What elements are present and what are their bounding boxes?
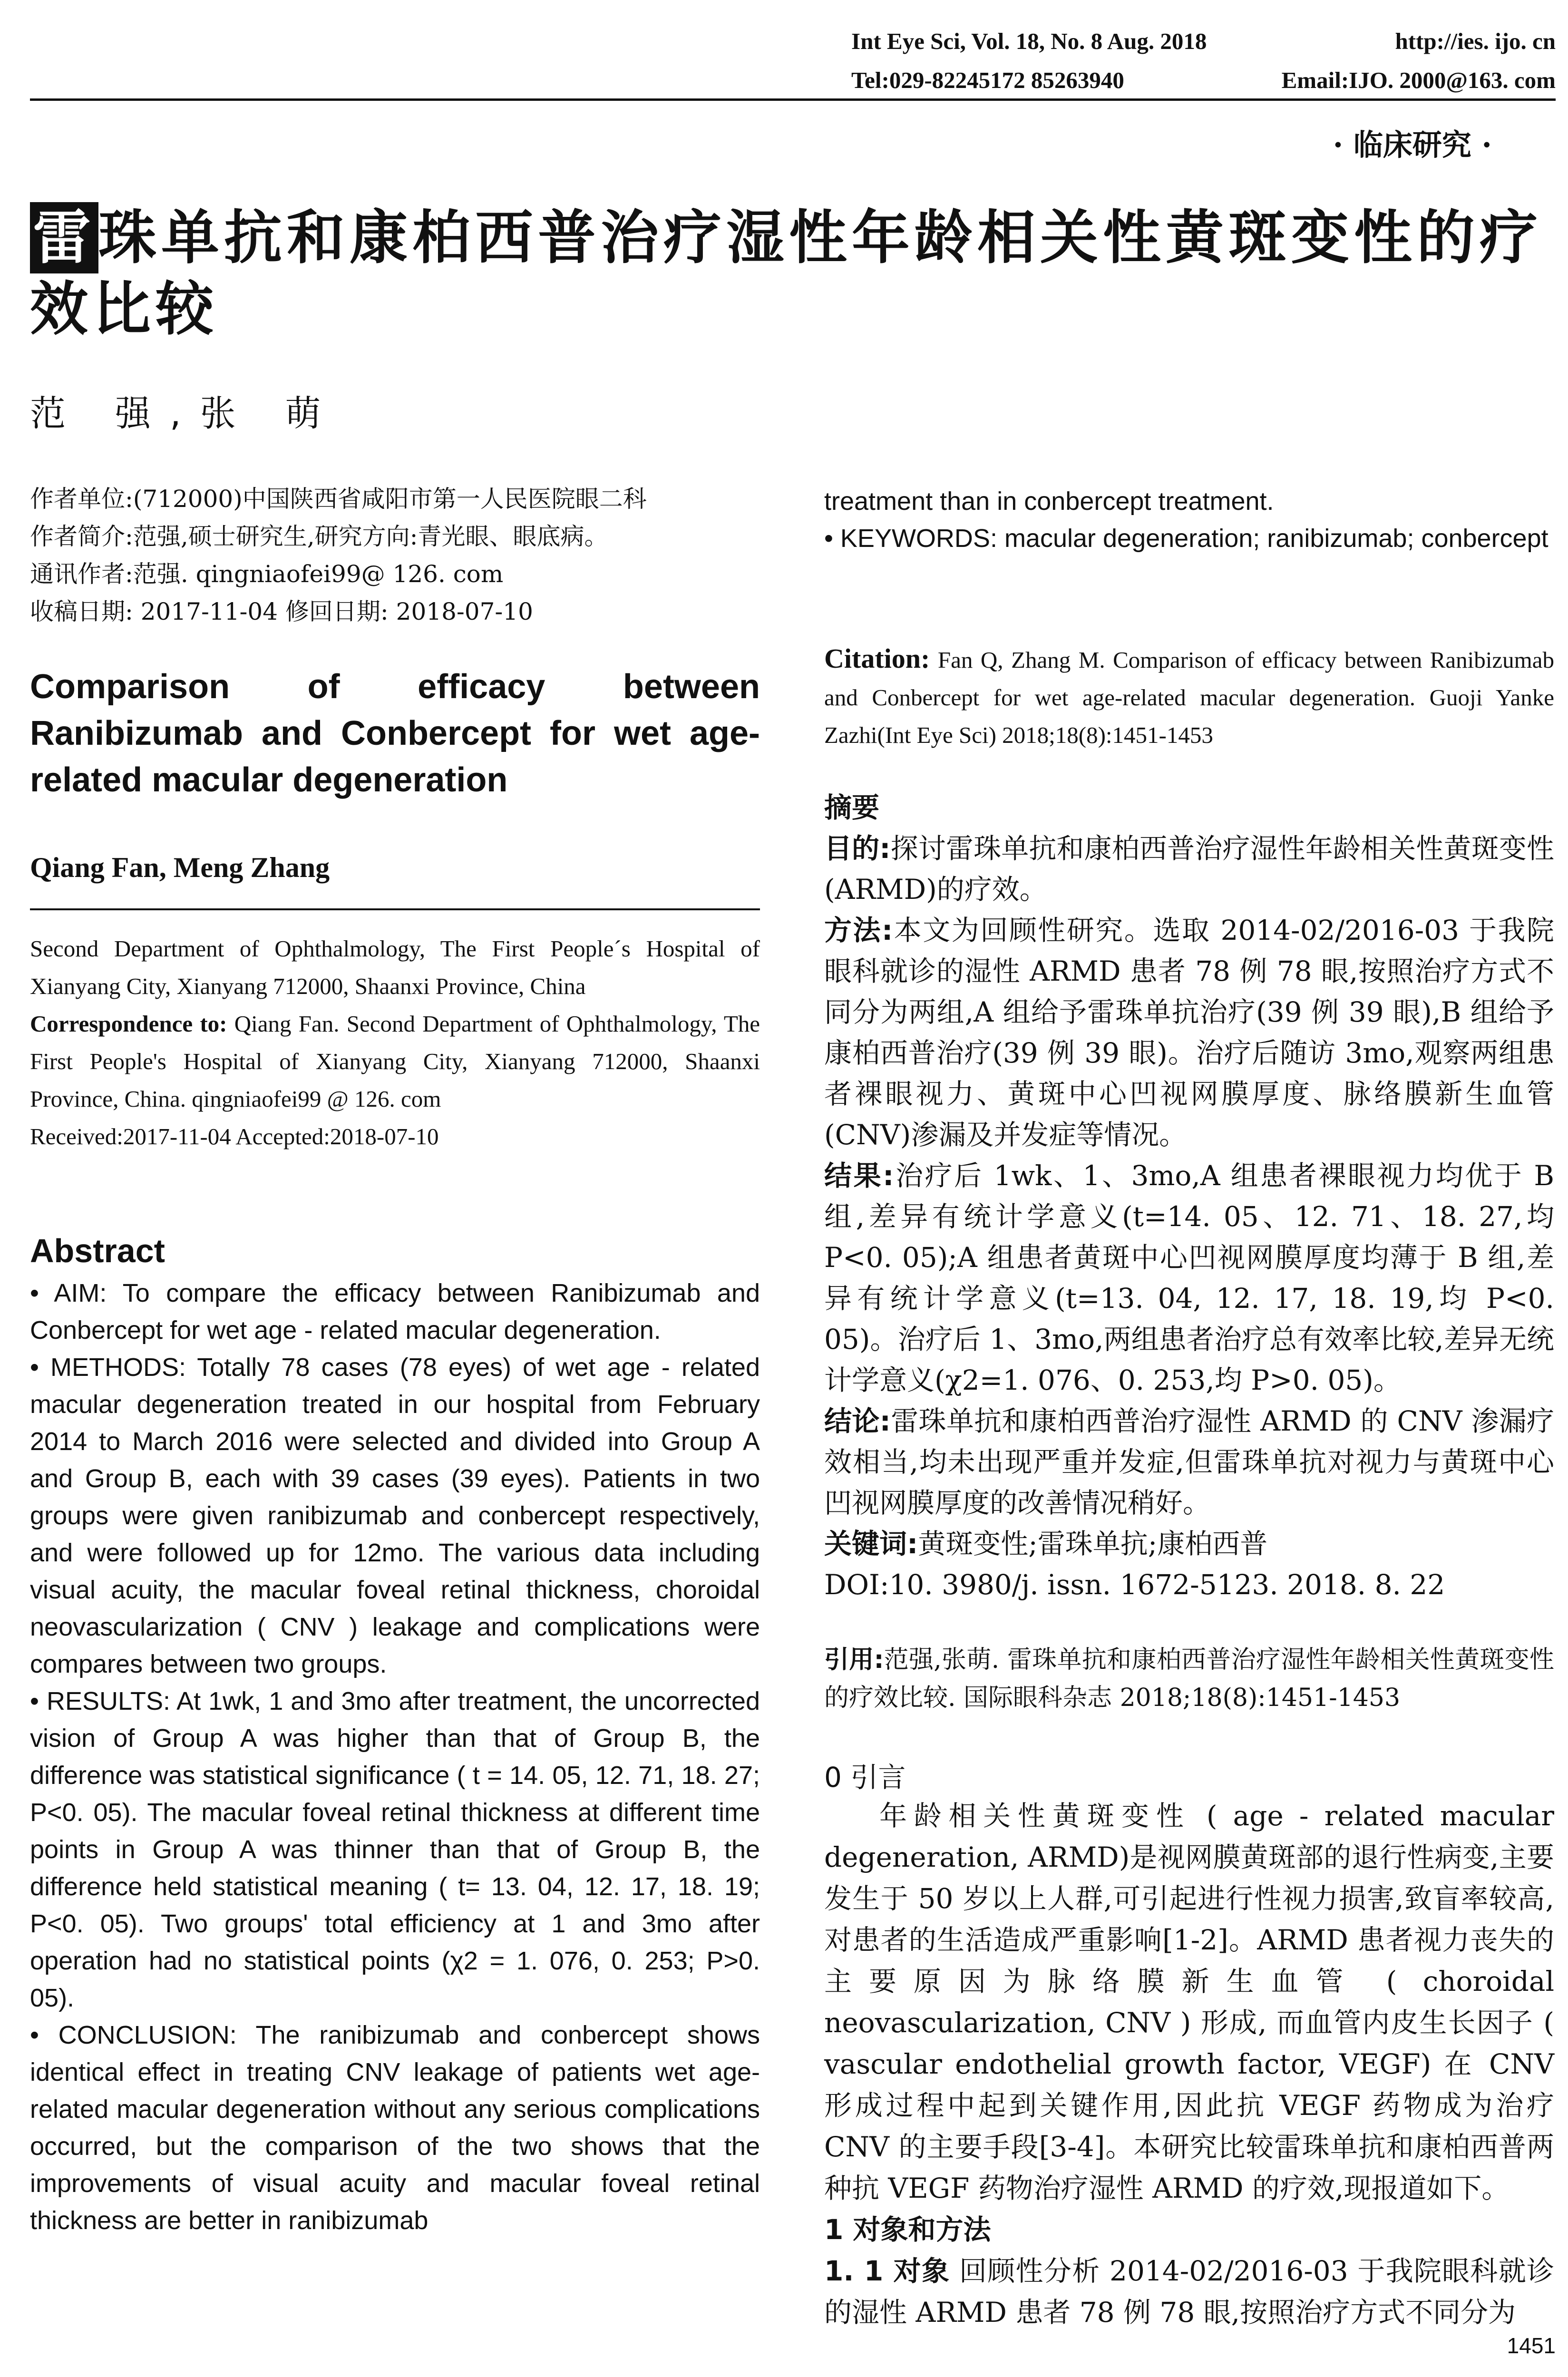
intro-heading: 0 引言 — [824, 1761, 906, 1793]
cn-conclusion-label: 结论: — [824, 1405, 891, 1437]
page-number: 1451 — [1507, 2333, 1556, 2358]
correspondence-label: Correspondence to: — [30, 1011, 227, 1037]
section-label: · 临床研究 · — [1333, 127, 1492, 162]
cn-conclusion-text: 雷珠单抗和康柏西普治疗湿性 ARMD 的 CNV 渗漏疗效相当,均未出现严重并发症,但雷珠单抗对视力与黄斑中心凹视网膜厚度的改善情况稍好。 — [824, 1405, 1554, 1519]
abstract-continued — [824, 483, 1554, 557]
title-first-char: 雷 — [30, 202, 98, 273]
doi: DOI:10. 3980/j. issn. 1672-5123. 2018. 8. 22 — [824, 1568, 1445, 1601]
header-rule — [30, 98, 1556, 101]
authors-cn: 范 强,张 萌 — [30, 392, 340, 434]
authors-en: Qiang Fan, Meng Zhang — [30, 852, 330, 883]
journal-url[interactable]: http://ies. ijo. cn — [1395, 28, 1556, 54]
dates-en: Received:2017-11-04 Accepted:2018-07-10 — [30, 1123, 439, 1150]
journal-info: Int Eye Sci, Vol. 18, No. 8 Aug. 2018 — [851, 28, 1207, 54]
keywords-en: • KEYWORDS: macular degeneration; ranibizumab; conbercept — [824, 524, 1549, 553]
cn-results — [824, 1155, 1554, 1401]
article-title-cn — [30, 202, 1552, 345]
intro-body — [824, 1795, 1554, 2333]
journal-email: Email:IJO. 2000@163. com — [1281, 67, 1556, 93]
abstract-cn — [824, 787, 1554, 1605]
citation-cn-label: 引用: — [824, 1646, 884, 1674]
corresponding-author: 通讯作者:范强. qingniaofei99@ 126. com — [30, 560, 504, 588]
title-rest: 珠单抗和康柏西普治疗湿性年龄相关性黄斑变性的疗效比较 — [30, 204, 1542, 343]
abstract-heading: Abstract — [30, 1232, 165, 1269]
citation-en — [824, 640, 1554, 754]
methods-section-heading: 1 对象和方法 — [824, 2213, 991, 2246]
cn-keywords-text: 黄斑变性;雷珠单抗;康柏西普 — [918, 1528, 1268, 1560]
author-meta — [30, 480, 760, 631]
affiliation-text: Second Department of Ophthalmology, The First People´s Hospital of Xianyang City, Xianyang 712000, Shaanxi Province, China — [30, 935, 760, 999]
cn-aim — [824, 828, 1554, 910]
intro-paragraph: 年龄相关性黄斑变性 ( age - related macular degeneration, ARMD)是视网膜黄斑部的退行性病变,主要发生于 50 岁以上人群,可引起进行性视力损害,致盲率较高,对患者的生活造成严重影响[1-2]。ARMD 患者视力丧失的主要原因为脉络膜新生血管 ( choroidal neovascularization, CNV ) 形成, 而血管内皮生长因子 ( vascular endothelial growth factor, VEGF) 在 CNV 形成过程中起到关键作用,因此抗 VEGF 药物成为治疗 CNV 的主要手段[3-4]。本研究比较雷珠单抗和康柏西普两种抗 VEGF 药物治疗湿性 ARMD 的疗效,现报道如下。 — [824, 1800, 1554, 2204]
subjects-paragraph — [824, 2250, 1554, 2333]
citation-text: Fan Q, Zhang M. Comparison of efficacy between Ranibizumab and Conbercept for wet age-related macular degeneration. Guoji Yanke Zazhi(Int Eye Sci) 2018;18(8):1451-1453 — [824, 647, 1554, 748]
cn-results-text: 治疗后 1wk、1、3mo,A 组患者裸眼视力均优于 B 组,差异有统计学意义(t=14. 05、12. 71、18. 27,均 P<0. 05);A 组患者黄斑中心凹视网膜厚度均薄于 B 组,差异有统计学意义(t=13. 04, 12. 17, 18. 19,均 P<0. 05)。治疗后 1、3mo,两组患者治疗总有效率比较,差异无统计学意义(χ2=1. 076、0. 253,均 P>0. 05)。 — [824, 1159, 1554, 1396]
citation-label: Citation: — [824, 643, 930, 674]
received-dates: 收稿日期: 2017-11-04 修回日期: 2018-07-10 — [30, 598, 533, 625]
citation-cn-text: 范强,张萌. 雷珠单抗和康柏西普治疗湿性年龄相关性黄斑变性的疗效比较. 国际眼科杂志 2018;18(8):1451-1453 — [824, 1646, 1554, 1712]
correspondence — [30, 1005, 760, 1118]
cn-methods — [824, 910, 1554, 1155]
cn-aim-label: 目的: — [824, 832, 891, 865]
cn-methods-text: 本文为回顾性研究。选取 2014-02/2016-03 于我院眼科就诊的湿性 ARMD 患者 78 例 78 眼,按照治疗方式不同分为两组,A 组给予雷珠单抗治疗(39 例 39 眼),B 组给予康柏西普治疗(39 例 39 眼)。治疗后随访 3mo,观察两组患者裸眼视力、黄斑中心凹视网膜厚度、脉络膜新生血管(CNV)渗漏及并发症等情况。 — [824, 914, 1554, 1151]
cn-keywords-label: 关键词: — [824, 1528, 918, 1560]
subjects-text: 回顾性分析 2014-02/2016-03 于我院眼科就诊的湿性 ARMD 患者 78 例 78 眼,按照治疗方式不同分为 — [824, 2255, 1554, 2328]
abstract-cn-heading: 摘要 — [824, 791, 880, 824]
author-bio: 作者简介:范强,硕士研究生,研究方向:青光眼、眼底病。 — [30, 523, 608, 550]
abstract-body — [30, 1275, 760, 2239]
cn-methods-label: 方法: — [824, 914, 893, 946]
abstract-conclusion-cont: treatment than in conbercept treatment. — [824, 487, 1274, 516]
article-title-en: Comparison of efficacy between Ranibizumab and Conbercept for wet age-related macular degeneration — [30, 668, 760, 799]
abstract-results: • RESULTS: At 1wk, 1 and 3mo after treatment, the uncorrected vision of Group A was higher than that of Group B, the difference was statistical significance ( t = 14. 05, 12. 71, 18. 27; P<0. 05). The macular foveal retinal thickness at different time points in Group A was thinner than that of Group B, the difference held statistical meaning ( t= 13. 04, 12. 17, 18. 19; P<0. 05). Two groups' total efficiency at 1 and 3mo after operation had no statistical points (χ2 = 1. 076, 0. 253; P>0. 05). — [30, 1687, 760, 2012]
author-affiliation: 作者单位:(712000)中国陕西省咸阳市第一人民医院眼二科 — [30, 485, 647, 513]
cn-results-label: 结果: — [824, 1159, 894, 1192]
journal-tel: Tel:029-82245172 85263940 — [851, 67, 1124, 93]
subjects-label: 1. 1 对象 — [824, 2255, 950, 2287]
correspondence-text: Qiang Fan. Second Department of Ophthalmology, The First People's Hospital of Xianyang City, Xianyang 712000, Shaanxi Province, China. qingniaofei99 @ 126. com — [30, 1011, 760, 1112]
affiliation-en — [30, 930, 760, 1155]
abstract-methods: • METHODS: Totally 78 cases (78 eyes) of wet age - related macular degeneration treated in our hospital from February 2014 to March 2016 were selected and divided into Group A and Group B, each with 39 cases (39 eyes). Patients in two groups were given ranibizumab and conbercept respectively, and were followed up for 12mo. The various data including visual acuity, the macular foveal retinal thickness, choroidal neovascularization ( CNV ) leakage and complications were compares between two groups. — [30, 1353, 760, 1678]
cn-conclusion — [824, 1401, 1554, 1523]
abstract-aim: • AIM: To compare the efficacy between Ranibizumab and Conbercept for wet age - related macular degeneration. — [30, 1279, 760, 1344]
abstract-conclusion: • CONCLUSION: The ranibizumab and conbercept shows identical effect in treating CNV leakage of patients wet age-related macular degeneration without any serious complications occurred, but the comparison of the two shows that the improvements of visual acuity and macular foveal retinal thickness are better in ranibizumab — [30, 2021, 760, 2235]
cn-keywords — [824, 1523, 1554, 1564]
authors-rule — [30, 908, 760, 910]
cn-aim-text: 探讨雷珠单抗和康柏西普治疗湿性年龄相关性黄斑变性(ARMD)的疗效。 — [824, 832, 1554, 906]
citation-cn — [824, 1641, 1554, 1717]
